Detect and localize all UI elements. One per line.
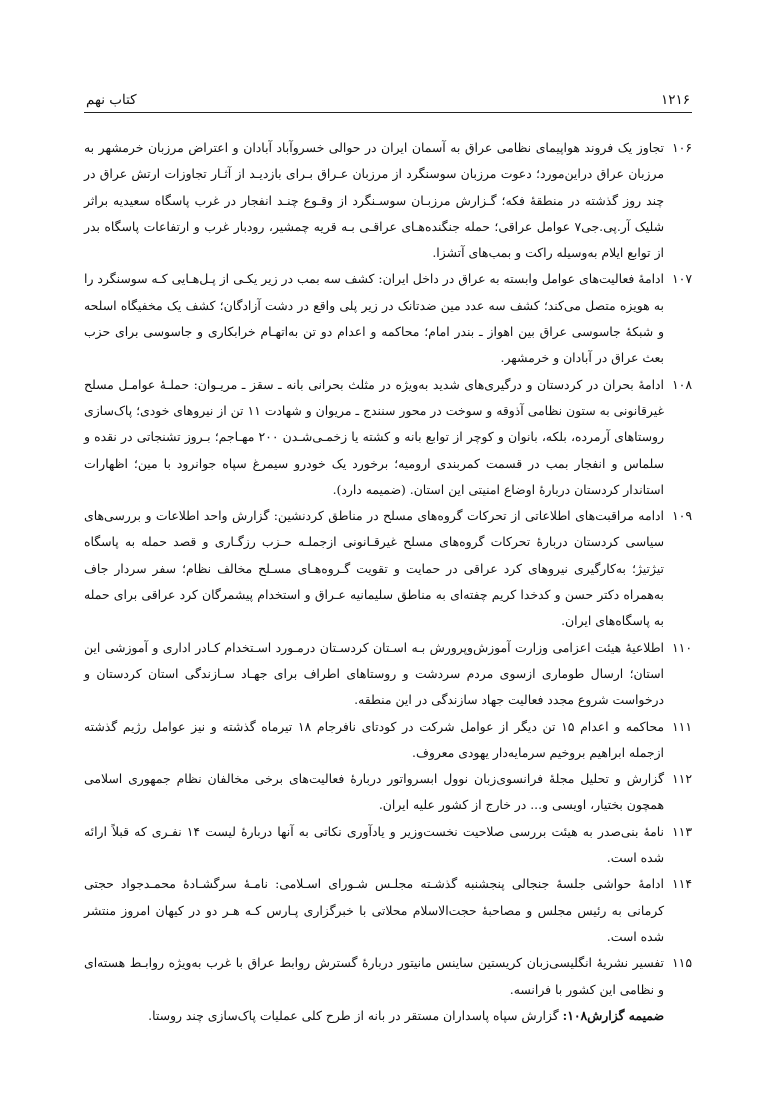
entry-106	[84, 135, 692, 266]
entry-number: ۱۰۷	[672, 271, 692, 287]
page-number: ۱۲۱۶	[660, 92, 690, 108]
entry-113	[84, 819, 692, 872]
entry-114	[84, 871, 692, 950]
entry-112	[84, 766, 692, 819]
entry-number: ۱۱۳	[672, 823, 692, 839]
entry-list	[84, 135, 692, 1003]
entry-number: ۱۰۹	[672, 508, 692, 524]
entry-text: گزارش و تحلیل مجلهٔ فرانسوی‌زبان نوول ابسرواتور دربارهٔ فعالیت‌های برخی مخالفان نظام جمهوری اسلامی همچون بختیار، اویسی و... در خارج از کشور علیه ایران.	[84, 771, 664, 813]
entry-number: ۱۱۰	[672, 639, 692, 655]
entry-text: محاکمه و اعدام ۱۵ تن دیگر از عوامل شرکت در کودتای نافرجام ۱۸ تیرماه گذشته و نیز عوامل رژیم گذشته ازجمله ابراهیم بروخیم سرمایه‌دار یهودی معروف.	[84, 718, 664, 760]
entry-text: تفسیر نشریهٔ انگلیسی‌زبان کریستین ساینس مانیتور دربارهٔ گسترش روابط عراق با غرب به‌ویژه روابـط هسته‌ای و نظامی این کشور با فرانسه.	[84, 955, 664, 997]
entry-109	[84, 503, 692, 634]
entry-text: ادامهٔ بحران در کردستان و درگیری‌های شدید به‌ویژه در مثلث بحرانی بانه ـ سقز ـ مریـوان: حملـهٔ عوامـل مسلح غیرقانونی به ستون نظامی آذوقه و سوخت در محور سنندج ـ مریوان و شهادت ۱۱ تن از نیروهای خودی؛ پاک‌سازی روستاهای آرمرده، بلکه، بانوان و کوچر از توابع بانه و کشته یا زخمـی‌شـدن ۲۰۰ مهـاجم؛ بـروز تشنجاتی در نقده و سلماس و انفجار بمب در قسمت کمربندی ارومیه؛ برخورد یک خودرو سیمرغ سپاه جوانرود با مین؛ اظهارات استاندار کردستان دربارهٔ اوضاع امنیتی این استان. (ضمیمه دارد).	[84, 376, 664, 497]
entry-115	[84, 950, 692, 1003]
page-header	[84, 92, 692, 113]
entry-number: ۱۰۶	[672, 140, 692, 155]
entry-107	[84, 266, 692, 371]
entry-text: ادامهٔ فعالیت‌های عوامل وابسته به عراق در داخل ایران: کشف سه بمب در زیر یکـی از پـل‌هـایی کـه سوسنگرد را به هویزه متصل می‌کند؛ کشف سه عدد مین ضدتانک در زیر پلی واقع در دشت آزادگان؛ کشف یک مخفیگاه اسلحه و شبکهٔ جاسوسی عراق بین اهواز ـ بندر امام؛ محاکمه و اعدام دو تن به‌اتهـام خرابکاری و جاسوسی برای حزب بعث عراق در آبادان و خرمشهر.	[84, 271, 664, 366]
entry-number: ۱۱۴	[672, 876, 692, 892]
entry-111	[84, 714, 692, 767]
entry-number: ۱۱۵	[672, 955, 692, 971]
entry-108	[84, 372, 692, 503]
entry-text: نامهٔ بنی‌صدر به هیئت بررسی صلاحیت نخست‌وزیر و یادآوری نکاتی به آنها دربارهٔ لیست ۱۴ نفـری که قبلاً ارائه شده است.	[84, 823, 664, 866]
entry-number: ۱۱۲	[672, 771, 692, 787]
entry-text: تجاوز یک فروند هواپیمای نظامی عراق به آسمان ایران در حوالی خسروآباد آبادان و اعتراض مرزبان خرمشهر به مرزبان عراق دراین‌مورد؛ دعوت مرزبان سوسنگرد از مرزبان عـراق بـرای بازدیـد از آثـار تجاوزات ارتش عراق در چند روز گذشته در منطقهٔ فکه؛ گـزارش مرزبـان سوسـنگرد از وقـوع چنـد انفجار در غرب پاسگاه سعیدیه براثر شلیک آر.پی.جی۷ عوامل عراقی؛ حمله جنگنده‌هـای عراقـی بـه قریه چمشیر، رودبار غرب و ارتفاعات پاسگاه بدر از توابع ایلام به‌وسیله راکت و بمب‌های آتشزا.	[84, 140, 665, 261]
entry-text: ادامه مراقبت‌های اطلاعاتی از تحرکات گروه‌های مسلح در مناطق کردنشین: گزارش واحد اطلاعات و بررسی‌های سیاسی کردستان دربارهٔ تحرکات گروه‌های مسلح غیرقـانونی ازجملـه حـزب رزگـاری و قصد حمله به پاسگاه تیژتیژ؛ به‌کارگیری نیروهای کرد عراقی در حمایت و تقویت گـروه‌هـای مسـلح مخالف نظام؛ سفر سردار جاف به‌همراه دکتر حسن و کدخدا کریم چفته‌ای به مناطق سلیمانیه عـراق و استخدام پیشمرگان کرد عراقی برای حمله به پاسگاه‌های ایران.	[84, 508, 664, 629]
entry-110	[84, 635, 692, 714]
entry-number: ۱۱۱	[672, 718, 692, 734]
book-title: کتاب نهم	[86, 92, 137, 108]
entry-text: اطلاعیهٔ هیئت اعزامی وزارت آموزش‌وپرورش بـه اسـتان کردسـتان درمـورد اسـتخدام کـادر اداری و آموزشی این استان؛ ارسال طوماری ازسوی مردم سردشت و روستاهای اطراف برای جهـاد سـازندگی استان کردستان و درخواست شروع مجدد فعالیت جهاد سازندگی در این منطقه.	[84, 639, 664, 708]
appendix-label: ضمیمه گزارش۱۰۸:	[562, 1007, 664, 1023]
appendix-note	[84, 1003, 692, 1029]
entry-number: ۱۰۸	[672, 376, 692, 392]
entry-text: ادامهٔ حواشی جلسهٔ جنجالی پنجشنبه گذشـته مجلـس شـورای اسـلامی: نامـهٔ سرگشـادهٔ محمـدجواد حجتی کرمانی به رئیس مجلس و مصاحبهٔ حجت‌الاسلام محلاتی با خبرگزاری پـارس کـه هـر دو در کیهان امروز منتشر شده است.	[84, 876, 664, 944]
appendix-text: گزارش سپاه پاسداران مستقر در بانه از طرح کلی عملیات پاک‌سازی چند روستا.	[148, 1007, 563, 1023]
